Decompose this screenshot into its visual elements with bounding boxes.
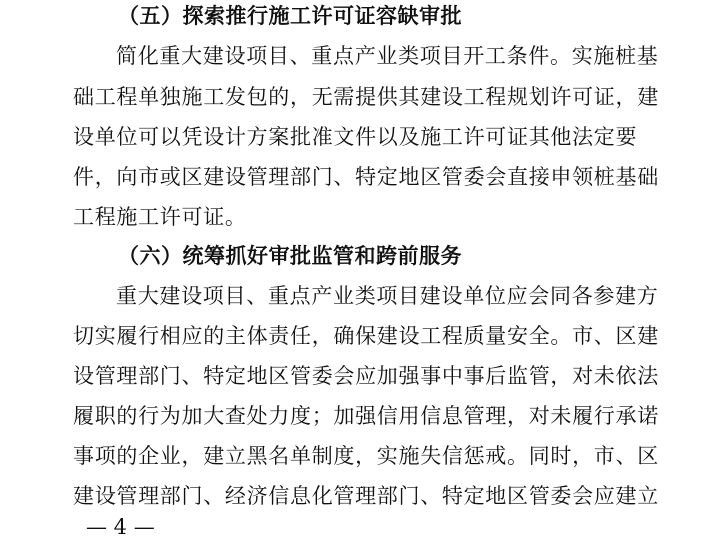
paragraph-line: 础工程单独施工发包的，无需提供其建设工程规划许可证，建 bbox=[73, 85, 659, 109]
paragraph-line: 简化重大建设项目、重点产业类项目开工条件。实施桩基 bbox=[116, 44, 659, 68]
section-heading-6: （六）统筹抓好审批监管和跨前服务 bbox=[118, 243, 462, 268]
paragraph-line: 事项的企业，建立黑名单制度，实施失信惩戒。同时，市、区 bbox=[73, 444, 659, 468]
paragraph-line: 设单位可以凭设计方案批准文件以及施工许可证其他法定要 bbox=[73, 125, 638, 149]
paragraph-line: 建设管理部门、经济信息化管理部门、特定地区管委会应建立 bbox=[73, 484, 659, 508]
paragraph-line: 履职的行为加大查处力度；加强信用信息管理，对未履行承诺 bbox=[73, 404, 659, 428]
paragraph-line: 重大建设项目、重点产业类项目建设单位应会同各参建方 bbox=[116, 284, 659, 308]
paragraph-line: 件，向市或区建设管理部门、特定地区管委会直接申领桩基础 bbox=[73, 165, 659, 189]
section-heading-5: （五）探索推行施工许可证容缺审批 bbox=[118, 3, 462, 28]
paragraph-line: 切实履行相应的主体责任，确保建设工程质量安全。市、区建 bbox=[73, 324, 659, 348]
paragraph-line: 设管理部门、特定地区管委会应加强事中事后监管，对未依法 bbox=[73, 364, 659, 388]
page-number: — 4 — bbox=[86, 515, 155, 539]
paragraph-line: 工程施工许可证。 bbox=[73, 205, 247, 229]
